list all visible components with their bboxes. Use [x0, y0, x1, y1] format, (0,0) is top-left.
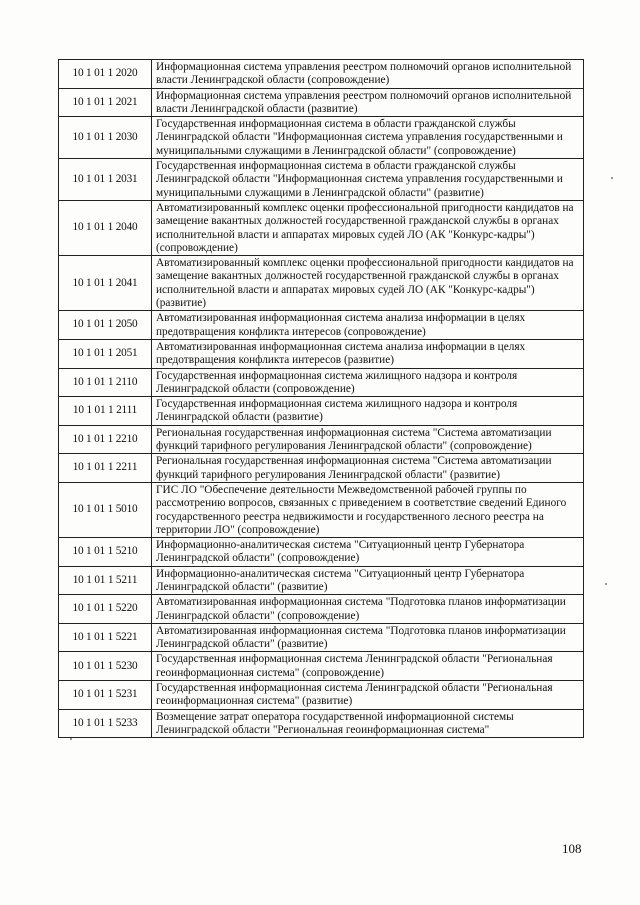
row-name: Государственная информационная система Ленинградской области "Региональная геоинформационная система" (сопровождение)	[152, 652, 584, 681]
row-code: 10 1 01 1 2110	[59, 368, 152, 397]
row-code: 10 1 01 1 5010	[59, 482, 152, 537]
row-code: 10 1 01 1 5230	[59, 652, 152, 681]
row-name: Автоматизированная информационная система анализа информации в целях предотвращения конфликта интересов (сопровождение)	[152, 311, 584, 340]
row-name: ГИС ЛО "Обеспечение деятельности Межведомственной рабочей группы по рассмотрению вопросов, связанных с приведением в соответствие сведений Единого государственного реестра недвижимости и государственного лесного реестра на территории ЛО" (сопровождение)	[152, 482, 584, 537]
row-code: 10 1 01 1 2030	[59, 117, 152, 159]
row-name: Информационная система управления реестром полномочий органов исполнительной власти Ленинградской области (развитие)	[152, 88, 584, 117]
table-row	[59, 623, 584, 652]
row-name: Автоматизированная информационная система анализа информации в целях предотвращения конфликта интересов (развитие)	[152, 339, 584, 368]
row-name: Государственная информационная система жилищного надзора и контроля Ленинградской области (развитие)	[152, 397, 584, 426]
table-row	[59, 256, 584, 311]
row-code: 10 1 01 1 2050	[59, 311, 152, 340]
row-name: Информационно-аналитическая система "Ситуационный центр Губернатора Ленинградской области" (развитие)	[152, 566, 584, 595]
row-name: Автоматизированная информационная система "Подготовка планов информатизации Ленинградской области" (развитие)	[152, 623, 584, 652]
table-row	[59, 681, 584, 710]
row-code: 10 1 01 1 5220	[59, 595, 152, 624]
table-row	[59, 368, 584, 397]
table-row	[59, 60, 584, 89]
row-code: 10 1 01 1 5210	[59, 538, 152, 567]
row-name: Информационно-аналитическая система "Ситуационный центр Губернатора Ленинградской области" (сопровождение)	[152, 538, 584, 567]
scan-speck	[611, 177, 613, 179]
row-code: 10 1 01 1 2041	[59, 256, 152, 311]
scan-speck	[70, 738, 72, 740]
table-body	[59, 60, 584, 738]
row-code: 10 1 01 1 2051	[59, 339, 152, 368]
row-code: 10 1 01 1 2210	[59, 425, 152, 454]
row-code: 10 1 01 1 5233	[59, 709, 152, 738]
table-row	[59, 159, 584, 201]
table-row	[59, 538, 584, 567]
table-row	[59, 652, 584, 681]
row-name: Автоматизированный комплекс оценки профессиональной пригодности кандидатов на замещение вакантных должностей государственной гражданской службы в органах исполнительной власти и аппаратах мировых судей ЛО (АК "Конкурс-кадры") (сопровождение)	[152, 200, 584, 255]
table-row	[59, 88, 584, 117]
table-row	[59, 482, 584, 537]
table-row	[59, 454, 584, 483]
row-name: Региональная государственная информационная система "Система автоматизации функций тарифного регулирования Ленинградской области" (сопровождение)	[152, 425, 584, 454]
table-row	[59, 339, 584, 368]
row-code: 10 1 01 1 2021	[59, 88, 152, 117]
row-code: 10 1 01 1 5231	[59, 681, 152, 710]
row-name: Государственная информационная система жилищного надзора и контроля Ленинградской области (сопровождение)	[152, 368, 584, 397]
row-code: 10 1 01 1 5221	[59, 623, 152, 652]
table-row	[59, 566, 584, 595]
row-name: Автоматизированный комплекс оценки профессиональной пригодности кандидатов на замещение вакантных должностей государственной гражданской службы в органах исполнительной власти и аппаратах мировых судей ЛО (АК "Конкурс-кадры") (развитие)	[152, 256, 584, 311]
page-number: 108	[562, 841, 582, 856]
table-row	[59, 117, 584, 159]
row-name: Информационная система управления реестром полномочий органов исполнительной власти Ленинградской области (сопровождение)	[152, 60, 584, 89]
table-row	[59, 311, 584, 340]
table-row	[59, 425, 584, 454]
row-code: 10 1 01 1 5211	[59, 566, 152, 595]
row-name: Региональная государственная информационная система "Система автоматизации функций тарифного регулирования Ленинградской области" (развитие)	[152, 454, 584, 483]
row-name: Автоматизированная информационная система "Подготовка планов информатизации Ленинградской области" (сопровождение)	[152, 595, 584, 624]
scan-speck	[605, 583, 607, 585]
row-code: 10 1 01 1 2211	[59, 454, 152, 483]
row-name: Государственная информационная система Ленинградской области "Региональная геоинформационная система" (развитие)	[152, 681, 584, 710]
budget-classification-table	[58, 59, 584, 738]
row-code: 10 1 01 1 2020	[59, 60, 152, 89]
row-name: Возмещение затрат оператора государственной информационной системы Ленинградской области "Региональная геоинформационная система"	[152, 709, 584, 738]
table-row	[59, 397, 584, 426]
row-code: 10 1 01 1 2031	[59, 159, 152, 201]
row-code: 10 1 01 1 2040	[59, 200, 152, 255]
row-code: 10 1 01 1 2111	[59, 397, 152, 426]
row-name: Государственная информационная система в области гражданской службы Ленинградской области "Информационная система управления государственными и муниципальными служащими в Ленинградской области" (развитие)	[152, 159, 584, 201]
table-row	[59, 595, 584, 624]
table-row	[59, 200, 584, 255]
row-name: Государственная информационная система в области гражданской службы Ленинградской области "Информационная система управления государственными и муниципальными служащими в Ленинградской области" (сопровождение)	[152, 117, 584, 159]
table-row	[59, 709, 584, 738]
